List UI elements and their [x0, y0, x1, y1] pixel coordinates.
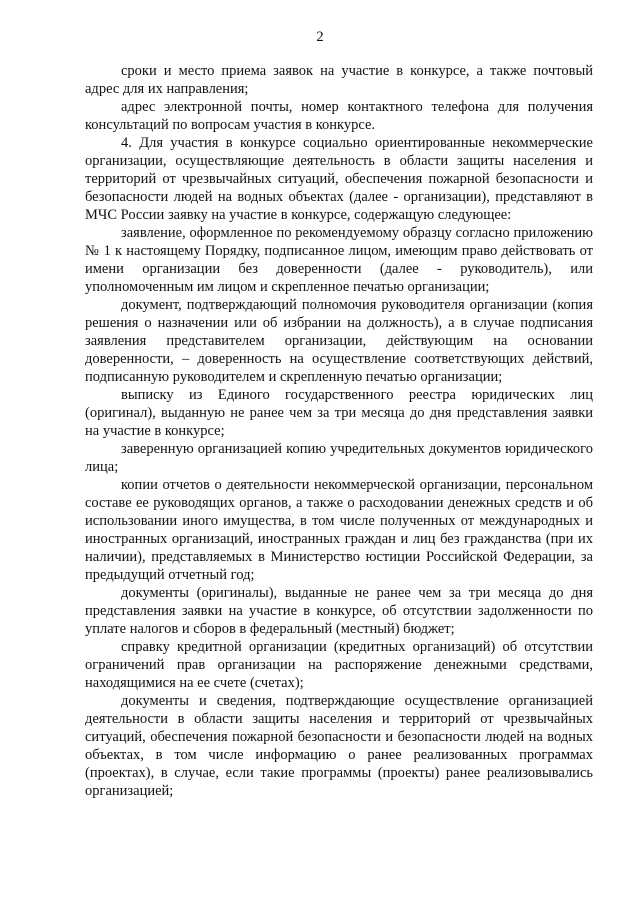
paragraph-application-form: заявление, оформленное по рекомендуемому образцу согласно приложению № 1 к настоящему Порядку, подписанное лицом, имеющим право действовать от имени организации без доверенности (далее - руководитель), или уполномоченным им лицом и скрепленное печатью организации;: [85, 225, 593, 295]
document-body: [85, 62, 593, 800]
paragraph-authority-document: документ, подтверждающий полномочия руководителя организации (копия решения о назначении или об избрании на должность), а в случае подписания заявления представителем организации, действующим на основании доверенности, – доверенность на осуществление соответствующих действий, подписанную руководителем и скрепленную печатью организации;: [85, 297, 593, 385]
paragraph-founding-documents: заверенную организацией копию учредительных документов юридического лица;: [85, 441, 593, 475]
paragraph-application-terms: сроки и место приема заявок на участие в конкурсе, а также почтовый адрес для их направления;: [85, 63, 593, 97]
paragraph-contact-info: адрес электронной почты, номер контактного телефона для получения консультаций по вопросам участия в конкурсе.: [85, 99, 593, 133]
paragraph-registry-extract: выписку из Единого государственного реестра юридических лиц (оригинал), выданную не ранее чем за три месяца до дня представления заявки на участие в конкурсе;: [85, 387, 593, 439]
paragraph-activity-evidence: документы и сведения, подтверждающие осуществление организацией деятельности в области защиты населения и территорий от чрезвычайных ситуаций, обеспечения пожарной безопасности и безопасности людей на водных объектах, в том числе информацию о ранее реализованных программах (проектах), в случае, если такие программы (проекты) ранее реализовывались организацией;: [85, 693, 593, 799]
paragraph-4-application-contents: 4. Для участия в конкурсе социально ориентированные некоммерческие организации, осуществляющие деятельность в области защиты населения и территорий от чрезвычайных ситуаций, обеспечения пожарной безопасности и безопасности людей на водных объектах (далее - организации), представляют в МЧС России заявку на участие в конкурсе, содержащую следующее:: [85, 135, 593, 223]
paragraph-bank-certificate: справку кредитной организации (кредитных организаций) об отсутствии ограничений прав организации на распоряжение денежными средствами, находящимися на ее счете (счетах);: [85, 639, 593, 691]
paragraph-activity-reports: копии отчетов о деятельности некоммерческой организации, персональном составе ее руководящих органов, а также о расходовании денежных средств и об использовании иного имущества, в том числе полученных от международных и иностранных организаций, иностранных граждан и лиц без гражданства (при их наличии), представляемых в Министерство юстиции Российской Федерации, за предыдущий отчетный год;: [85, 477, 593, 583]
paragraph-tax-documents: документы (оригиналы), выданные не ранее чем за три месяца до дня представления заявки на участие в конкурсе, об отсутствии задолженности по уплате налогов и сборов в федеральный (местный) бюджет;: [85, 585, 593, 637]
page-number: 2: [316, 29, 324, 45]
